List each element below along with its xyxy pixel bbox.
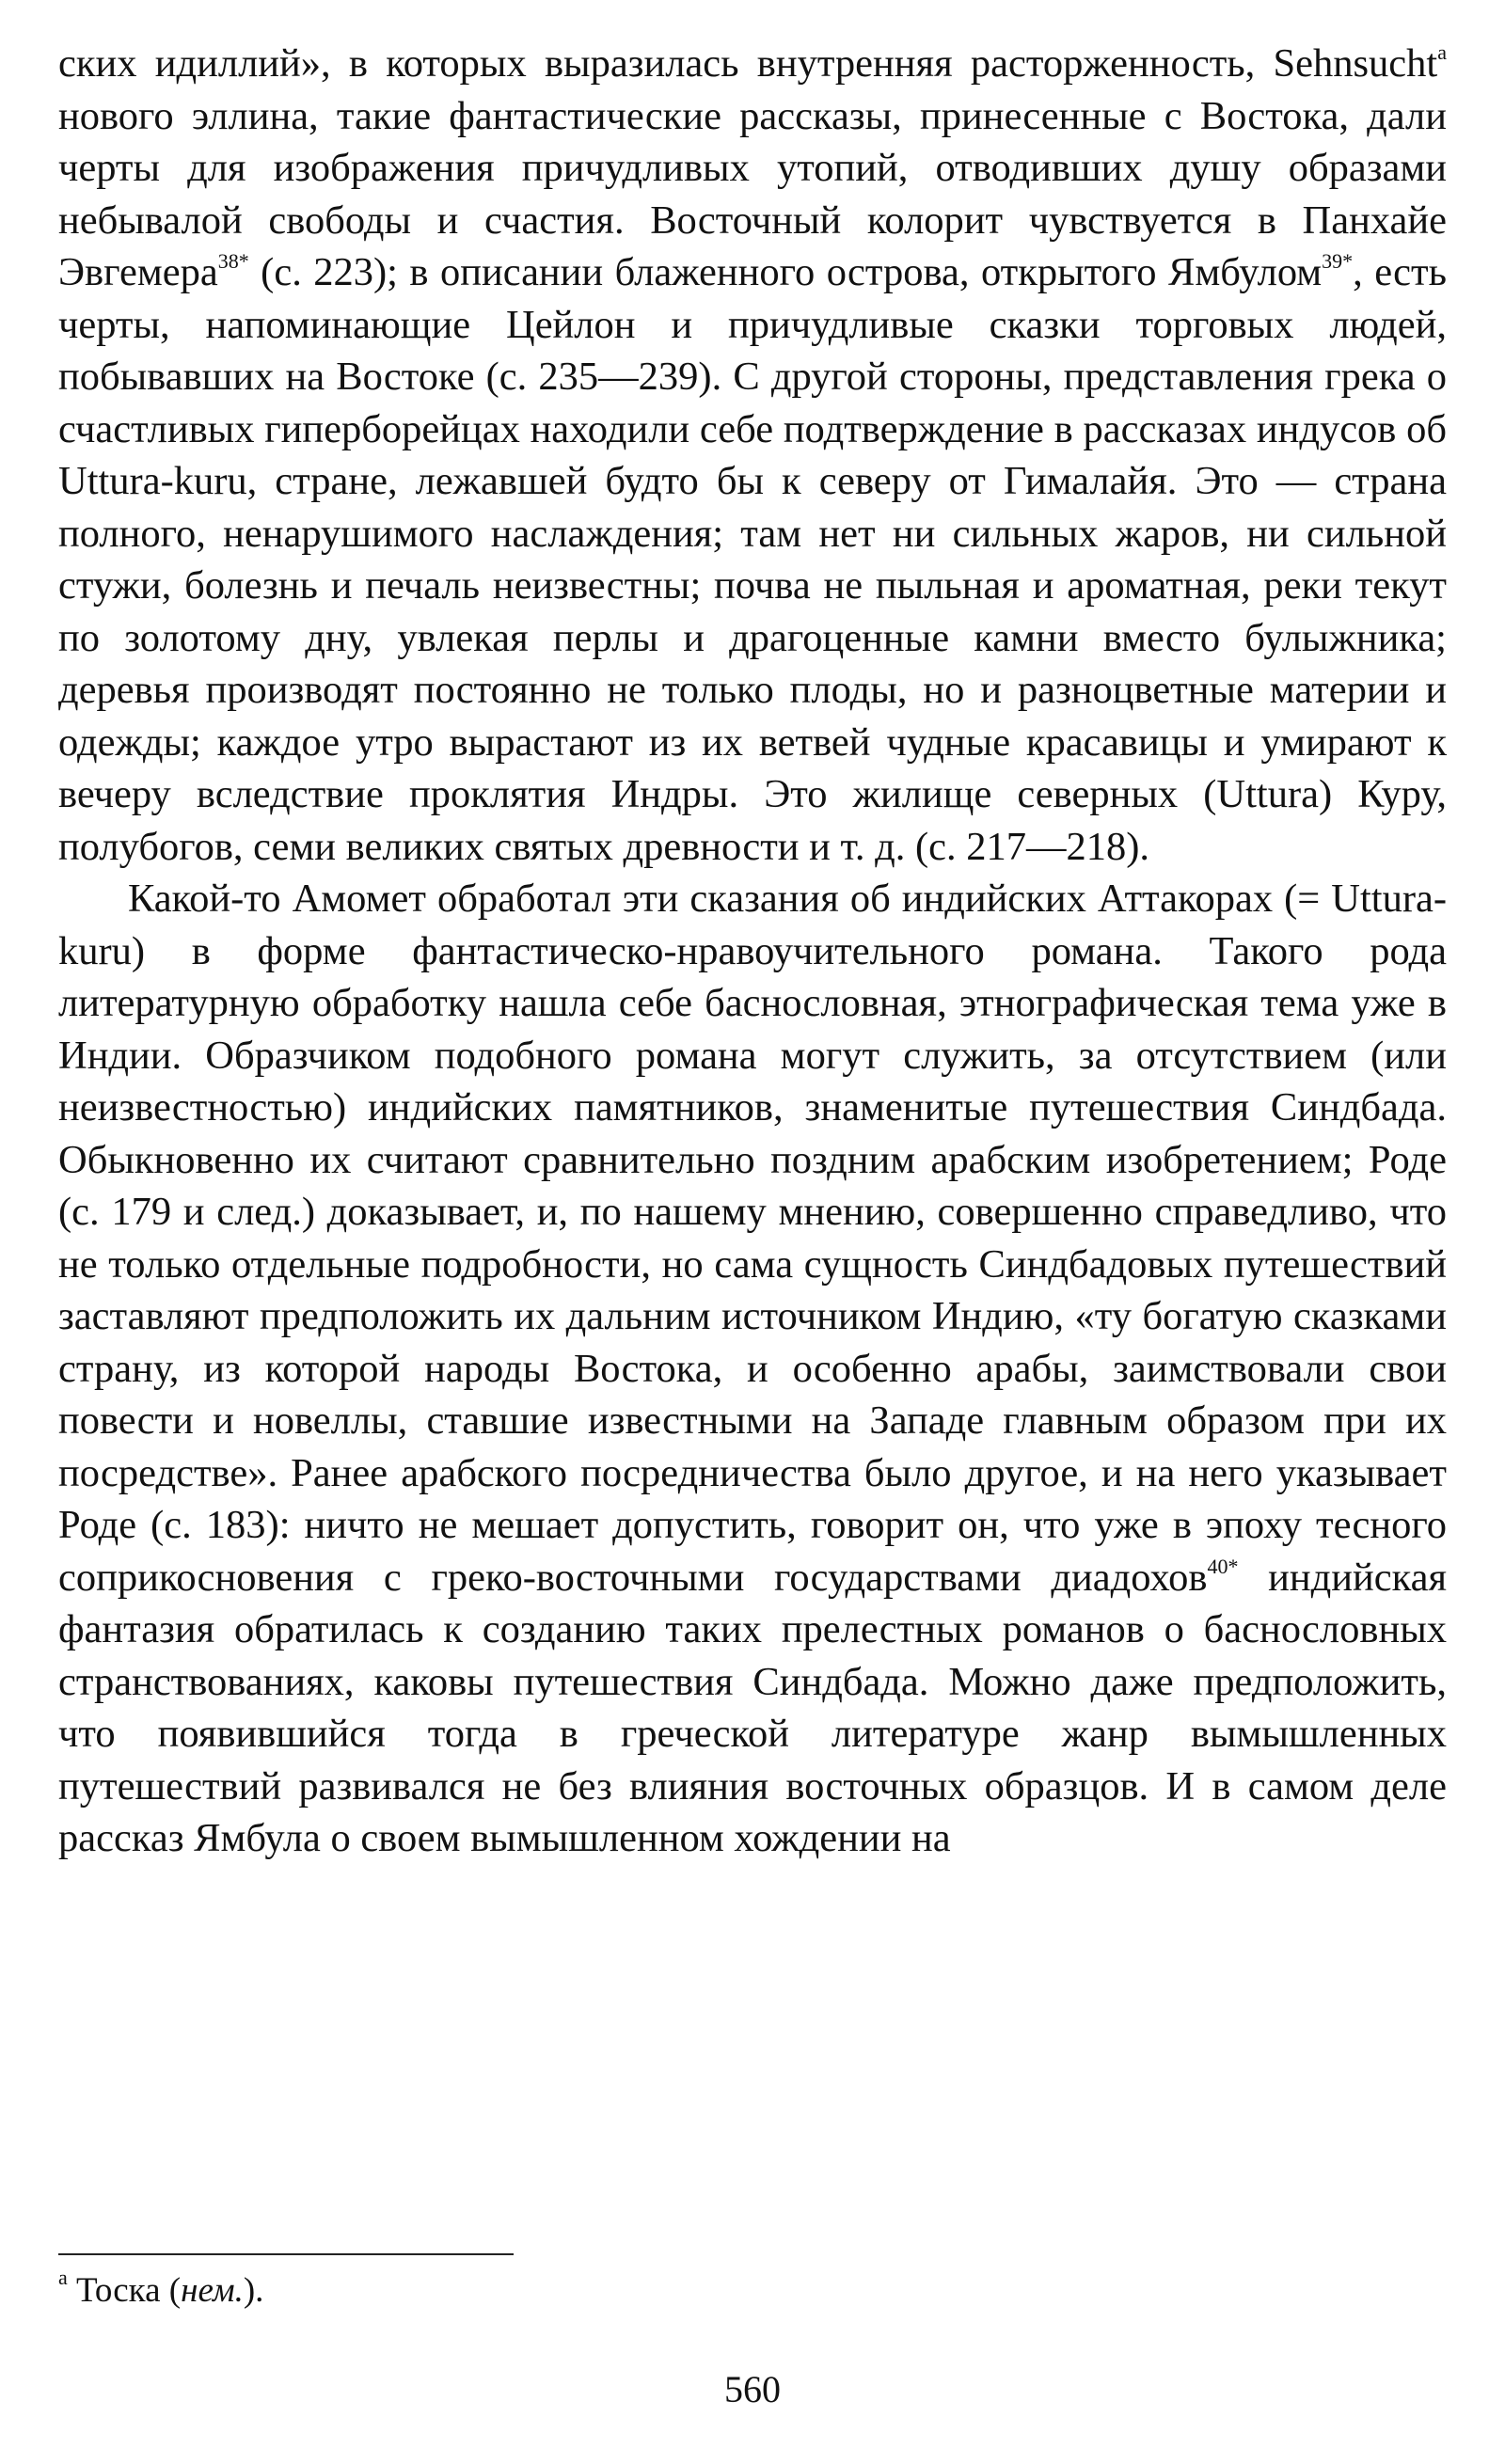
paragraph [58,38,1447,873]
footnote-language: нем. [181,2271,244,2310]
footnote [58,2268,263,2314]
paragraph [58,873,1447,1865]
footnote-divider [58,2253,514,2255]
footnote-reference: 38* [217,249,249,273]
text-run: индийская фантазия обратилась к созданию таких прелестных романов о баснословных странствованиях, каковы путешествия Синдбада. Можно даже предположить, что появившийся тогда в греческой литературе жанр вымышленных путешествий развивался не без влияния восточных образцов. И в самом деле рассказ Ямбула о своем вымышленном хождении на [58,1555,1448,1860]
text-run: Какой-то Амомет обработал эти сказания об индийских Аттакорах (= Uttura-kuru) в форме фантастическо-нравоучительного романа. Такого рода литературную обработку нашла себе баснословная, этнографическая тема уже в Индии. Образчиком подобного романа могут служить, за отсутствием (или неизвестностью) индийских памятников, знаменитые путешествия Синдбада. Обыкновенно их считают сравнительно поздним арабским изобретением; Роде (с. 179 и след.) доказывает, и, по нашему мнению, совершенно справедливо, что не только отдельные подробности, но сама сущность Синдбадовых путешествий заставляют предположить их дальним источником Индию, «ту богатую сказками страну, из которой народы Востока, и особенно арабы, заимствовали свои повести и новеллы, ставшие известными на Западе главным образом при их посредстве». Ранее арабского посредничества было другое, и на него указывает Роде (с. 183): ничто не мешает допустить, говорит он, что уже в эпоху тесного соприкосновения с греко-восточными государствами диадохов [58,877,1447,1600]
footnote-close: ). [243,2271,264,2310]
text-run: (с. 223); в описании блаженного острова, открытого Ямбулом [248,250,1323,294]
text-run: нового эллина, такие фантастические рассказы, принесенные с Востока, дали черты для изображения причудливых утопий, отводивших душу образами небывалой свободы и счастия. Восточный колорит чувствуется в Панхайе Эвгемера [58,93,1447,294]
footnote-reference: а [1437,40,1447,64]
footnote-text: Тоска ( [67,2271,182,2310]
footnote-reference: 39* [1322,249,1354,273]
page-number: 560 [724,2368,781,2410]
page-body [58,38,1447,1865]
footnote-marker: а [58,2266,68,2289]
text-run: ских идиллий», в которых выразилась внутренняя расторженность, Sehnsucht [58,41,1438,86]
text-run: , есть черты, напоминающие Цейлон и причудливые сказки торговых людей, побывавших на Востоке (с. 235—239). С другой стороны, представления грека о счастливых гиперборейцах находили себе подтверждение в рассказах индусов об Uttura-kuru, стране, лежавшей будто бы к северу от Гималайя. Это — страна полного, ненарушимого наслаждения; там нет ни сильных жаров, ни сильной стужи, болезнь и печаль неизвестны; почва не пыльная и ароматная, реки текут по золотому дну, увлекая перлы и драгоценные камни вместо булыжника; деревья производят постоянно не только плоды, но и разноцветные материи и одежды; каждое утро вырастают из их ветвей чудные красавицы и умирают к вечеру вследствие проклятия Индры. Это жилище северных (Uttura) Куру, полубогов, семи великих святых древности и т. д. (с. 217—218). [58,250,1447,869]
footnote-reference: 40* [1207,1554,1239,1578]
